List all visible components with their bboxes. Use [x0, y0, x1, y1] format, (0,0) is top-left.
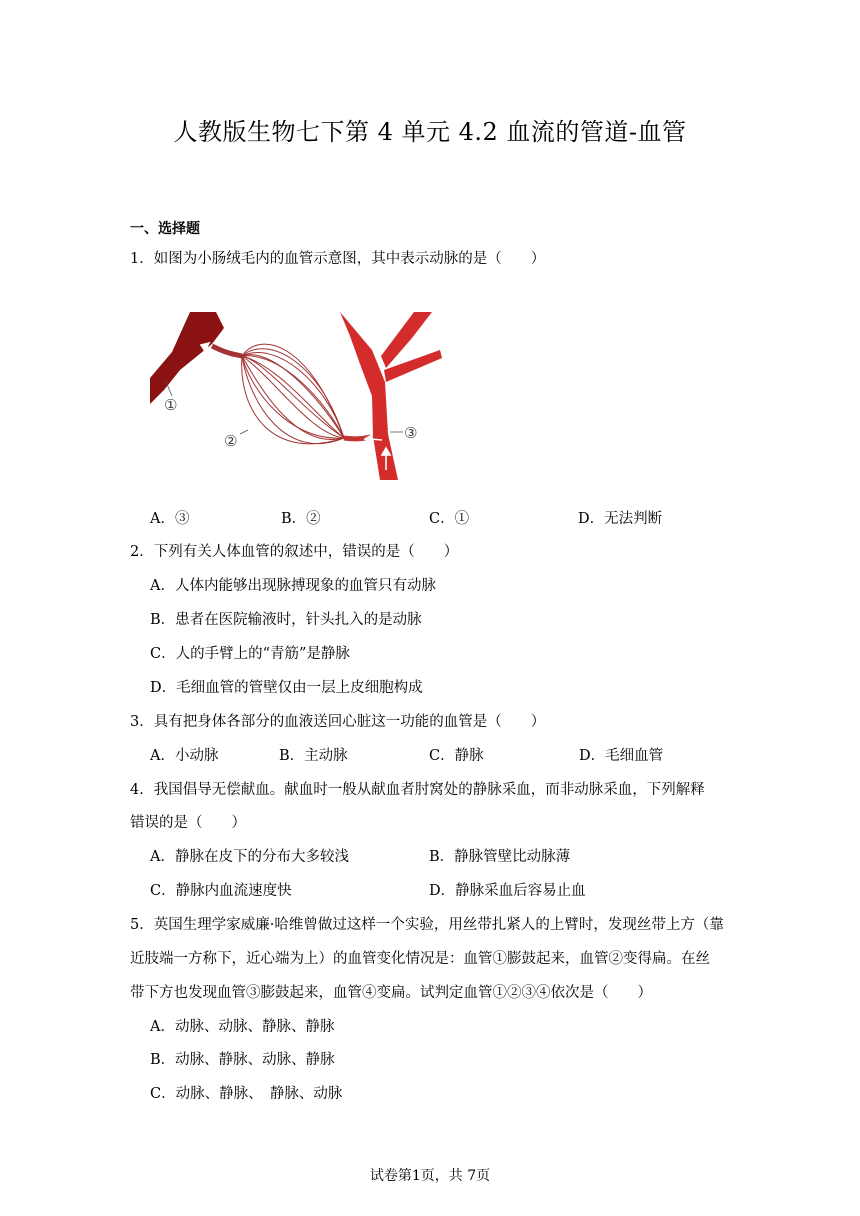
q4-option-c: C．静脉内血流速度快 — [150, 883, 292, 899]
q5-stem-line3: 带下方也发现血管③膨鼓起来，血管④变扁。试判定血管①②③④依次是（ ） — [130, 985, 652, 1001]
vein-vessel — [150, 312, 224, 404]
q4-option-a: A．静脉在皮下的分布大多较浅 — [150, 849, 349, 865]
page-footer: 试卷第1页，共 7页 — [369, 1168, 491, 1184]
q1-option-b: B．② — [281, 511, 321, 527]
q1-stem: 1．如图为小肠绒毛内的血管示意图，其中表示动脉的是（ ） — [130, 251, 546, 267]
figure-label-3: ③ — [404, 424, 418, 442]
q2-option-b: B．患者在医院输液时，针头扎入的是动脉 — [150, 612, 422, 628]
q5-option-c: C．动脉、静脉、 静脉、动脉 — [150, 1086, 343, 1102]
figure-label-1: ① — [164, 396, 178, 414]
q1-option-a: A．③ — [150, 511, 190, 527]
q4-option-d: D．静脉采血后容易止血 — [429, 883, 586, 899]
q4-option-b: B．静脉管壁比动脉薄 — [429, 849, 571, 865]
q4-stem-line1: 4．我国倡导无偿献血。献血时一般从献血者肘窝处的静脉采血，而非动脉采血，下列解释 — [130, 782, 705, 798]
q3-option-a: A．小动脉 — [150, 748, 219, 764]
q2-option-c: C．人的手臂上的“青筋”是静脉 — [150, 646, 350, 662]
q2-stem: 2．下列有关人体血管的叙述中，错误的是（ ） — [130, 544, 459, 560]
q4-stem-line2: 错误的是（ ） — [130, 815, 246, 831]
q3-option-c: C．静脉 — [429, 748, 484, 764]
section-heading: 一、选择题 — [130, 221, 200, 237]
q1-option-c: C．① — [429, 511, 470, 527]
q1-option-d: D．无法判断 — [578, 511, 663, 527]
q3-stem: 3．具有把身体各部分的血液送回心脏这一功能的血管是（ ） — [130, 714, 546, 730]
q2-option-d: D．毛细血管的管壁仅由一层上皮细胞构成 — [150, 680, 423, 696]
capillary-network — [242, 344, 344, 444]
figure-label-2: ② — [224, 432, 238, 450]
page-title: 人教版生物七下第 4 单元 4.2 血流的管道-血管 — [173, 118, 687, 146]
q3-option-d: D．毛细血管 — [579, 748, 664, 764]
q5-stem-line2: 近肢端一方称下，近心端为上）的血管变化情况是：血管①膨鼓起来，血管②变得扁。在丝 — [130, 951, 710, 967]
q5-option-b: B．动脉、静脉、动脉、静脉 — [150, 1052, 335, 1068]
blood-vessel-figure — [150, 312, 446, 480]
q5-option-a: A．动脉、动脉、静脉、静脉 — [150, 1019, 335, 1035]
q2-option-a: A．人体内能够出现脉搏现象的血管只有动脉 — [150, 578, 436, 594]
q5-stem-line1: 5．英国生理学家威廉·哈维曾做过这样一个实验，用丝带扎紧人的上臂时，发现丝带上方（靠 — [130, 917, 724, 933]
q3-option-b: B．主动脉 — [279, 748, 348, 764]
